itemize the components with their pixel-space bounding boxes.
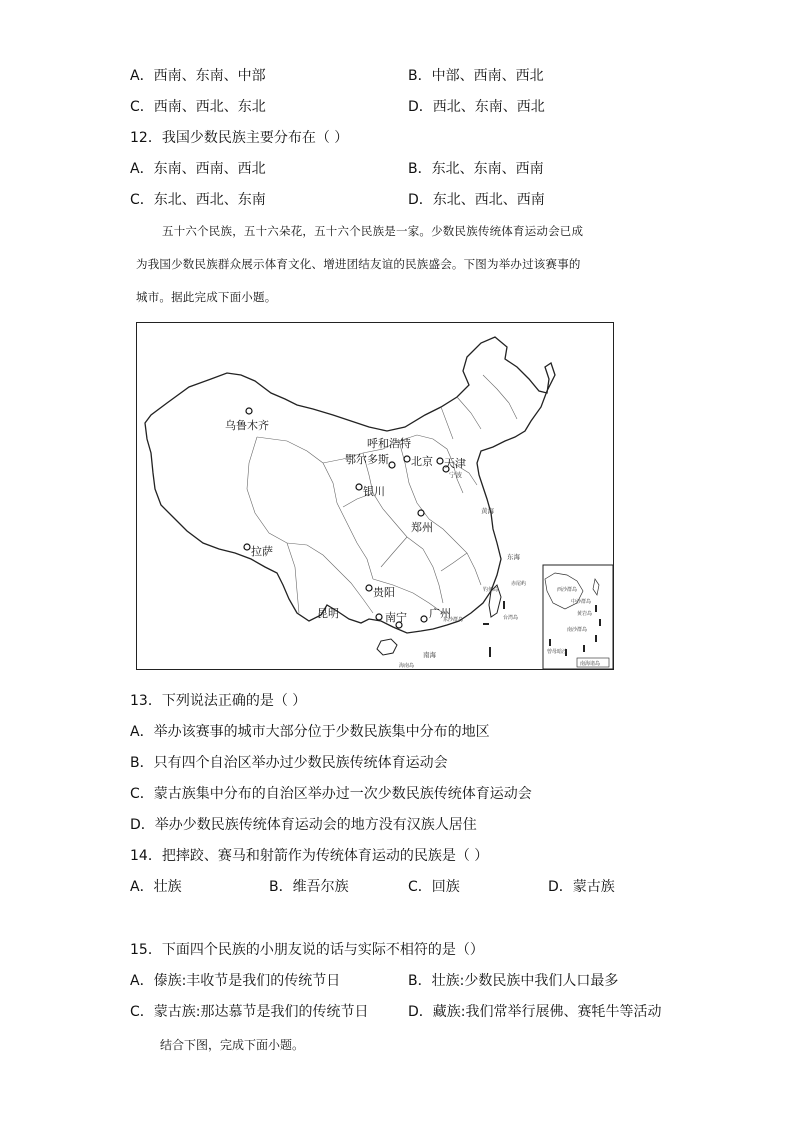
- label-nanning: 南宁: [385, 611, 407, 624]
- label-hainan: 海南岛: [399, 663, 415, 669]
- label-yellow-sea: 黄海: [481, 507, 494, 515]
- q13-stem: 13．下列说法正确的是（ ）: [130, 693, 307, 709]
- marker-yinchuan: [356, 484, 362, 490]
- q14-option-d[interactable]: D．蒙古族: [548, 879, 615, 895]
- label-beijing: 北京: [411, 455, 433, 468]
- q11-option-d[interactable]: D．西北、东南、西北: [408, 99, 545, 115]
- marker-tianjin: [437, 458, 443, 464]
- q14-option-a[interactable]: A．壮族: [130, 879, 182, 895]
- q12-option-a[interactable]: A．东南、西南、西北: [130, 161, 266, 177]
- label-kunming: 昆明: [317, 607, 339, 620]
- q12-option-c[interactable]: C．东北、西北、东南: [130, 192, 266, 208]
- q15-option-a[interactable]: A．傣族:丰收节是我们的传统节日: [130, 973, 341, 989]
- q14-option-b[interactable]: B．维吾尔族: [269, 879, 349, 895]
- q13-option-d[interactable]: D．举办少数民族传统体育运动会的地方没有汉族人居住: [130, 817, 477, 833]
- china-map-svg: [137, 323, 614, 670]
- q13-option-b[interactable]: B．只有四个自治区举办过少数民族传统体育运动会: [130, 755, 448, 771]
- label-taiwan: 台湾岛: [503, 615, 519, 621]
- label-xisha: 西沙群岛: [557, 587, 578, 593]
- label-huangyan: 黄岩岛: [577, 611, 593, 617]
- q12-option-b[interactable]: B．东北、东南、西南: [408, 161, 544, 177]
- q11-option-a[interactable]: A．西南、东南、中部: [130, 68, 266, 84]
- marker-beijing: [404, 456, 410, 462]
- label-inset-title: 南海诸岛: [580, 661, 601, 667]
- q15-option-b[interactable]: B．壮族:少数民族中我们人口最多: [408, 973, 619, 989]
- label-lhasa: 拉萨: [251, 545, 273, 558]
- label-yinchuan: 银川: [363, 485, 385, 498]
- passage-line-3: 城市。据此完成下面小题。: [136, 290, 277, 304]
- q14-stem: 14．把摔跤、赛马和射箭作为传统体育运动的民族是（ ）: [130, 848, 489, 864]
- marker-guangzhou: [421, 616, 427, 622]
- marker-kunming: [376, 614, 382, 620]
- marker-lhasa: [244, 544, 250, 550]
- label-chiwei: 赤尾屿: [511, 581, 527, 587]
- marker-guiyang: [366, 585, 372, 591]
- label-hohhot: 呼和浩特: [367, 437, 411, 450]
- q15-option-c[interactable]: C．蒙古族:那达慕节是我们的传统节日: [130, 1004, 369, 1020]
- label-urumqi: 乌鲁木齐: [225, 419, 269, 432]
- next-instruction: 结合下图，完成下面小题。: [160, 1038, 305, 1052]
- label-zhongsha: 中沙群岛: [571, 599, 592, 605]
- label-ningbo: 宁波: [449, 471, 462, 479]
- label-guangzhou: 广州: [429, 607, 451, 620]
- label-guiyang: 贵阳: [373, 586, 395, 599]
- marker-ordos: [389, 462, 395, 468]
- q12-stem: 12．我国少数民族主要分布在（ ）: [130, 130, 349, 146]
- q13-option-c[interactable]: C．蒙古族集中分布的自治区举办过一次少数民族传统体育运动会: [130, 786, 532, 802]
- q11-option-c[interactable]: C．西南、西北、东北: [130, 99, 266, 115]
- label-diaoyu: 钓鱼岛: [483, 587, 499, 593]
- passage-line-1: 五十六个民族，五十六朵花，五十六个民族是一家。少数民族传统体育运动会已成: [162, 224, 584, 238]
- label-nansha: 南沙群岛: [567, 627, 588, 633]
- label-zhengzhou: 郑州: [411, 521, 433, 534]
- label-east-sea: 东海: [507, 553, 520, 561]
- q13-option-a[interactable]: A．举办该赛事的城市大部分位于少数民族集中分布的地区: [130, 724, 490, 740]
- china-map: [136, 322, 614, 670]
- passage-line-2: 为我国少数民族群众展示体育文化、增进团结友谊的民族盛会。下图为举办过该赛事的: [136, 257, 581, 271]
- label-ordos: 鄂尔多斯: [345, 453, 389, 466]
- q12-option-d[interactable]: D．东北、西北、西南: [408, 192, 545, 208]
- q15-option-d[interactable]: D．藏族:我们常举行展佛、赛牦牛等活动: [408, 1004, 662, 1020]
- label-tianjin: 天津: [444, 457, 466, 470]
- label-zengmu: 曾母暗沙: [547, 649, 568, 655]
- label-south-sea: 南海: [423, 651, 436, 659]
- q11-option-b[interactable]: B．中部、西南、西北: [408, 68, 544, 84]
- q14-option-c[interactable]: C．回族: [408, 879, 460, 895]
- hainan-island: [377, 639, 397, 655]
- marker-urumqi: [246, 408, 252, 414]
- q15-stem: 15．下面四个民族的小朋友说的话与实际不相符的是（）: [130, 942, 484, 958]
- marker-zhengzhou: [418, 510, 424, 516]
- label-dongsha: 东沙群岛: [443, 617, 464, 623]
